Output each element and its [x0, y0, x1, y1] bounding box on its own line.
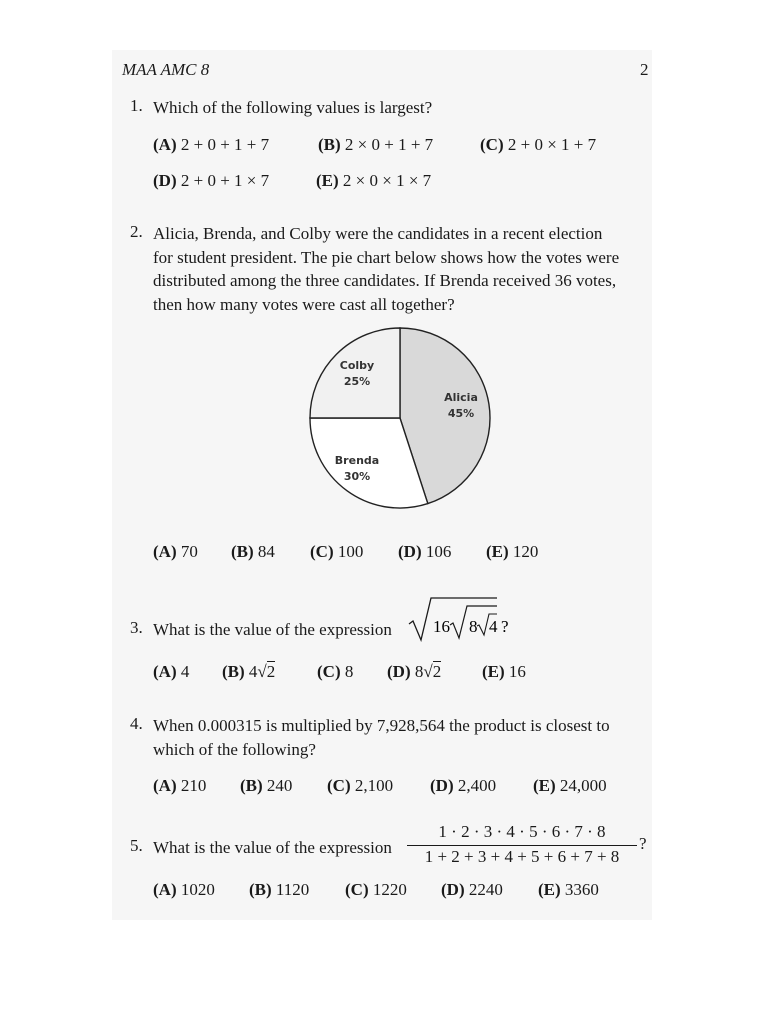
question-1-choice-e: (E) 2 × 0 × 1 × 7: [316, 171, 432, 190]
fraction-numerator: 1 · 2 · 3 · 4 · 5 · 6 · 7 · 8: [438, 822, 606, 841]
question-4-number: 4.: [130, 714, 143, 733]
slice-label-brenda-name: Brenda: [334, 454, 380, 467]
question-4-choice-c: (C) 2,100: [327, 776, 394, 795]
question-2-text: [153, 222, 649, 316]
fraction-bar: [407, 845, 637, 846]
question-2-choice-a: (A) 70: [153, 542, 198, 561]
question-1-choice-c: (C) 2 + 0 × 1 + 7: [480, 135, 597, 154]
slice-label-colby-pct: 25%: [343, 375, 371, 388]
question-3-choice-b: (B) 4√2: [222, 662, 276, 681]
fraction-denominator: 1 + 2 + 3 + 4 + 5 + 6 + 7 + 8: [424, 847, 620, 866]
sqrt-2-d: √2: [423, 662, 442, 681]
question-2-choice-d: (D) 106: [398, 542, 452, 561]
question-1-choice-a: (A) 2 + 0 + 1 + 7: [153, 135, 270, 154]
question-2-line-4: then how many votes were cast all together?: [153, 294, 455, 314]
question-4-choice-e: (E) 24,000: [533, 776, 607, 795]
pie-slice-colby: [310, 328, 400, 418]
slice-label-alicia-pct: 45%: [447, 407, 475, 420]
question-1-choice-d: (D) 2 + 0 + 1 × 7: [153, 171, 270, 190]
question-2-choice-c: (C) 100: [310, 542, 364, 561]
question-3-number: 3.: [130, 618, 143, 637]
question-5-end: ?: [639, 834, 647, 853]
question-2-line-2: for student president. The pie chart below shows how the votes were: [153, 247, 620, 267]
question-2-line-1: Alicia, Brenda, and Colby were the candidates in a recent election: [153, 224, 603, 243]
page-number: 2: [640, 60, 649, 79]
question-1-number: 1.: [130, 96, 143, 115]
question-1-choice-b: (B) 2 × 0 + 1 + 7: [318, 135, 434, 154]
vote-pie-chart: [300, 318, 500, 518]
question-5-choice-a: (A) 1020: [153, 880, 215, 899]
question-3-choice-a: (A) 4: [153, 662, 190, 681]
radicand-16: 16: [433, 617, 450, 636]
sqrt-2-b: √2: [257, 662, 276, 681]
question-2-choice-b: (B) 84: [231, 542, 275, 561]
question-5-choice-b: (B) 1120: [249, 880, 310, 899]
question-3-choice-e: (E) 16: [482, 662, 526, 681]
question-5-choice-e: (E) 3360: [538, 880, 599, 899]
page-header-title: MAA AMC 8: [122, 60, 210, 79]
question-5-choice-c: (C) 1220: [345, 880, 407, 899]
question-3-text: What is the value of the expression: [153, 620, 392, 639]
slice-label-alicia-name: Alicia: [444, 391, 478, 404]
question-5-text: What is the value of the expression: [153, 838, 392, 857]
question-5-number: 5.: [130, 836, 143, 855]
question-3-end: ?: [501, 617, 509, 636]
question-2-line-3: distributed among the three candidates. If Brenda received 36 votes,: [153, 271, 617, 290]
question-4-choice-a: (A) 210: [153, 776, 207, 795]
question-5-choice-d: (D) 2240: [441, 880, 503, 899]
question-4-line-1: When 0.000315 is multiplied by 7,928,564 the product is closest to: [153, 716, 610, 735]
question-4-text: [153, 714, 649, 761]
radicand-8: 8: [469, 617, 478, 636]
question-3-choice-c: (C) 8: [317, 662, 354, 681]
question-3-choice-d: (D) 8√2: [387, 662, 442, 681]
question-4-line-2: which of the following?: [153, 739, 316, 759]
question-1-text: Which of the following values is largest?: [153, 98, 433, 117]
nested-radical-expression: [405, 594, 515, 642]
question-2-number: 2.: [130, 222, 143, 241]
question-2-choice-e: (E) 120: [486, 542, 539, 561]
question-4-choice-d: (D) 2,400: [430, 776, 497, 795]
slice-label-colby-name: Colby: [339, 359, 375, 372]
question-4-choice-b: (B) 240: [240, 776, 293, 795]
slice-label-brenda-pct: 30%: [343, 470, 371, 483]
radicand-4: 4: [489, 617, 498, 636]
